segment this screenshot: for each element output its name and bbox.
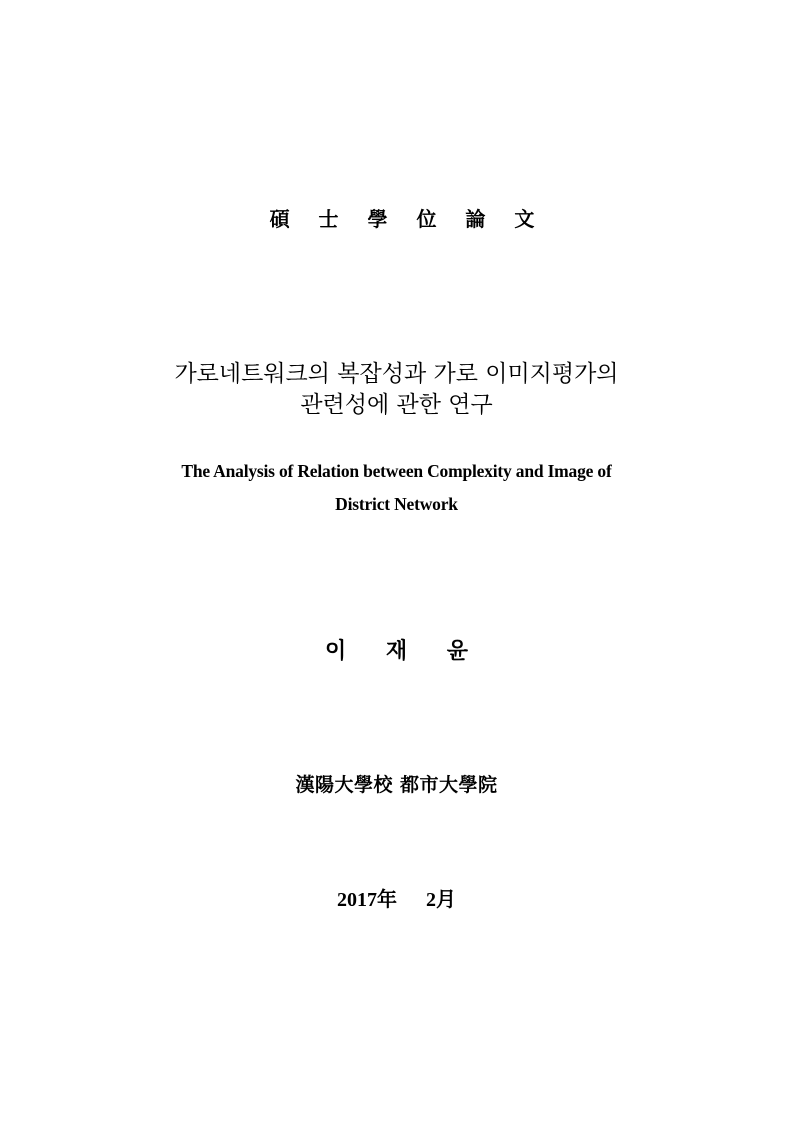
school-name: 漢陽大學校 都市大學院 <box>295 774 498 796</box>
degree-type: 碩 士 學 位 論 文 <box>269 207 546 231</box>
author-name: 이 재 윤 <box>324 639 469 664</box>
thesis-title-korean-line1: 가로네트워크의 복잡성과 가로 이미지평가의 <box>174 361 619 387</box>
thesis-title-korean-line2: 관련성에 관한 연구 <box>300 392 493 418</box>
thesis-title-english-line2: District Network <box>335 494 458 514</box>
thesis-title-english-line1: The Analysis of Relation between Complexity and Image of <box>181 461 612 481</box>
submission-date: 2017年 2月 <box>337 889 456 911</box>
